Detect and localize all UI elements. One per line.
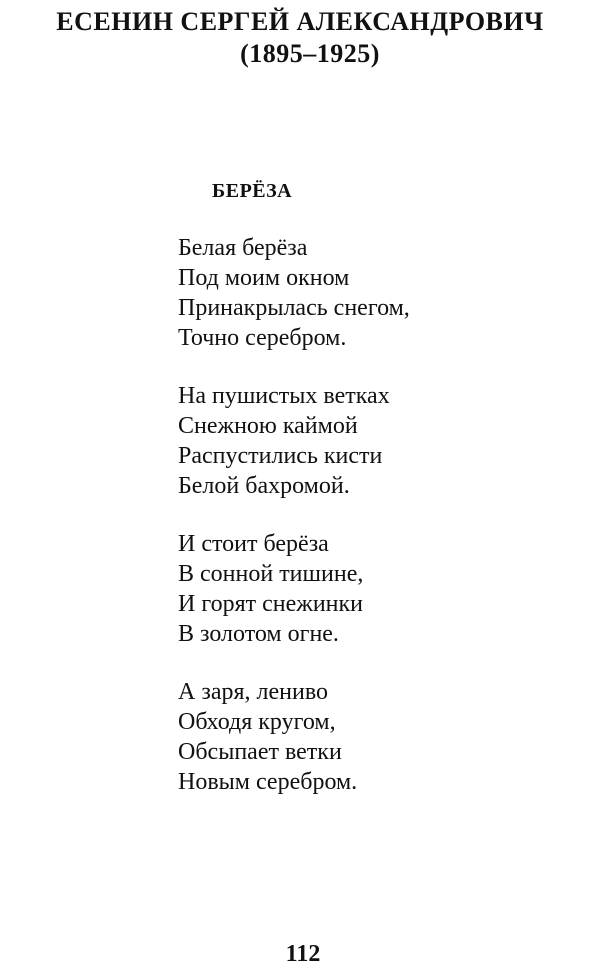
poem-line: Точно серебром.	[178, 325, 347, 351]
poem-line: И горят снежинки	[178, 591, 364, 617]
poem-body	[178, 233, 410, 825]
poem-line: Новым серебром.	[178, 769, 358, 795]
stanza-1	[178, 233, 410, 353]
poem-line: В золотом огне.	[178, 621, 339, 647]
poem-line: Белой бахромой.	[178, 473, 350, 499]
stanza-2	[178, 381, 410, 501]
poem-title: БЕРЁЗА	[212, 180, 293, 202]
author-years: (1895–1925)	[240, 39, 380, 68]
poem-line: Под моим окном	[178, 265, 350, 291]
page-header	[0, 6, 600, 70]
poem-line: Обсыпает ветки	[178, 739, 342, 765]
page-number: 112	[285, 941, 321, 967]
poem-line: На пушистых ветках	[178, 383, 390, 409]
stanza-3	[178, 529, 410, 649]
poem-line: Снежною каймой	[178, 413, 358, 439]
stanza-4	[178, 677, 410, 797]
poem-line: Распустились кисти	[178, 443, 383, 469]
poem-line: А заря, лениво	[178, 679, 328, 705]
poem-line: Обходя кругом,	[178, 709, 336, 735]
poem-line: Принакрылась снегом,	[178, 295, 410, 321]
poem-line: В сонной тишине,	[178, 561, 364, 587]
author-name: ЕСЕНИН СЕРГЕЙ АЛЕКСАНДРОВИЧ	[56, 7, 544, 36]
poem-line: И стоит берёза	[178, 531, 329, 557]
poem-line: Белая берёза	[178, 235, 308, 261]
